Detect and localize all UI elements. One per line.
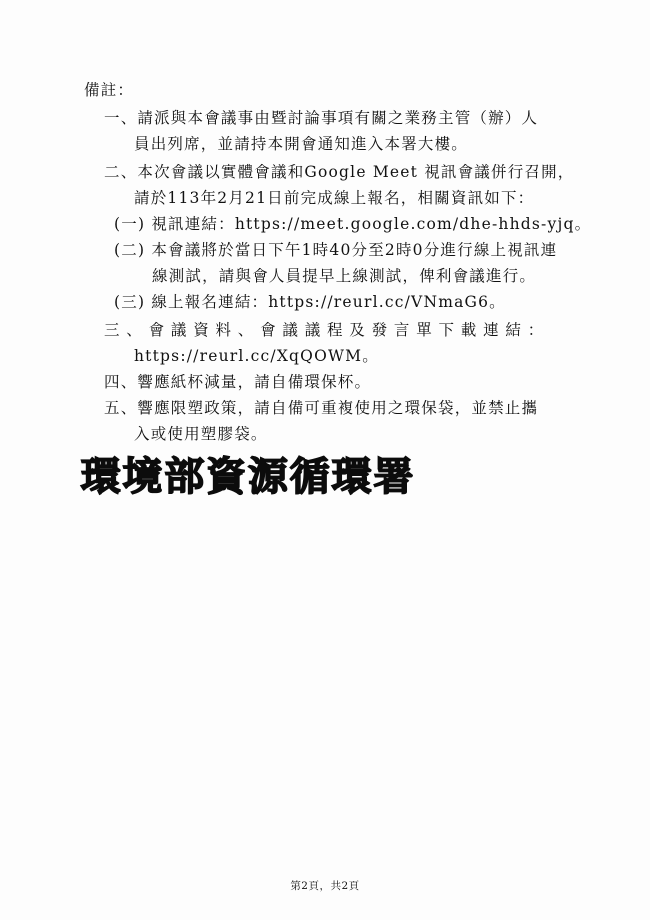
- sub-item-1: (一) 視訊連結：https://meet.google.com/dhe-hhds-yjq。: [114, 215, 592, 233]
- note-3-line-2: https://reurl.cc/XqQOWM。: [134, 347, 379, 365]
- note-3-line-1: 三、會議資料、會議議程及發言單下載連結：: [104, 321, 551, 339]
- page-footer: 第2頁，共2頁: [290, 880, 360, 892]
- agency-seal-stamp: 環境部資源循環署: [80, 455, 416, 500]
- note-2-line-2: 請於113年2月21日前完成線上報名，相關資訊如下：: [134, 189, 535, 207]
- sub-item-2-line-2: 線測試，請與會人員提早上線測試，俾利會議進行。: [152, 267, 537, 285]
- note-1-line-1: 一、請派與本會議事由暨討論事項有關之業務主管（辦）人: [104, 109, 539, 127]
- sub-item-2-line-1: (二) 本會議將於當日下午1時40分至2時0分進行線上視訊連: [114, 241, 558, 259]
- note-4-line-1: 四、響應紙杯減量，請自備環保杯。: [104, 373, 372, 391]
- sub-item-3: (三) 線上報名連結：https://reurl.cc/VNmaG6。: [114, 293, 506, 311]
- notes-heading: 備註：: [84, 81, 135, 99]
- note-1-line-2: 員出列席，並請持本開會通知進入本署大樓。: [134, 135, 469, 153]
- note-5-line-1: 五、響應限塑政策，請自備可重複使用之環保袋，並禁止攜: [104, 399, 539, 417]
- note-2-line-1: 二、本次會議以實體會議和Google Meet 視訊會議併行召開，: [104, 163, 575, 181]
- note-5-line-2: 入或使用塑膠袋。: [134, 425, 268, 443]
